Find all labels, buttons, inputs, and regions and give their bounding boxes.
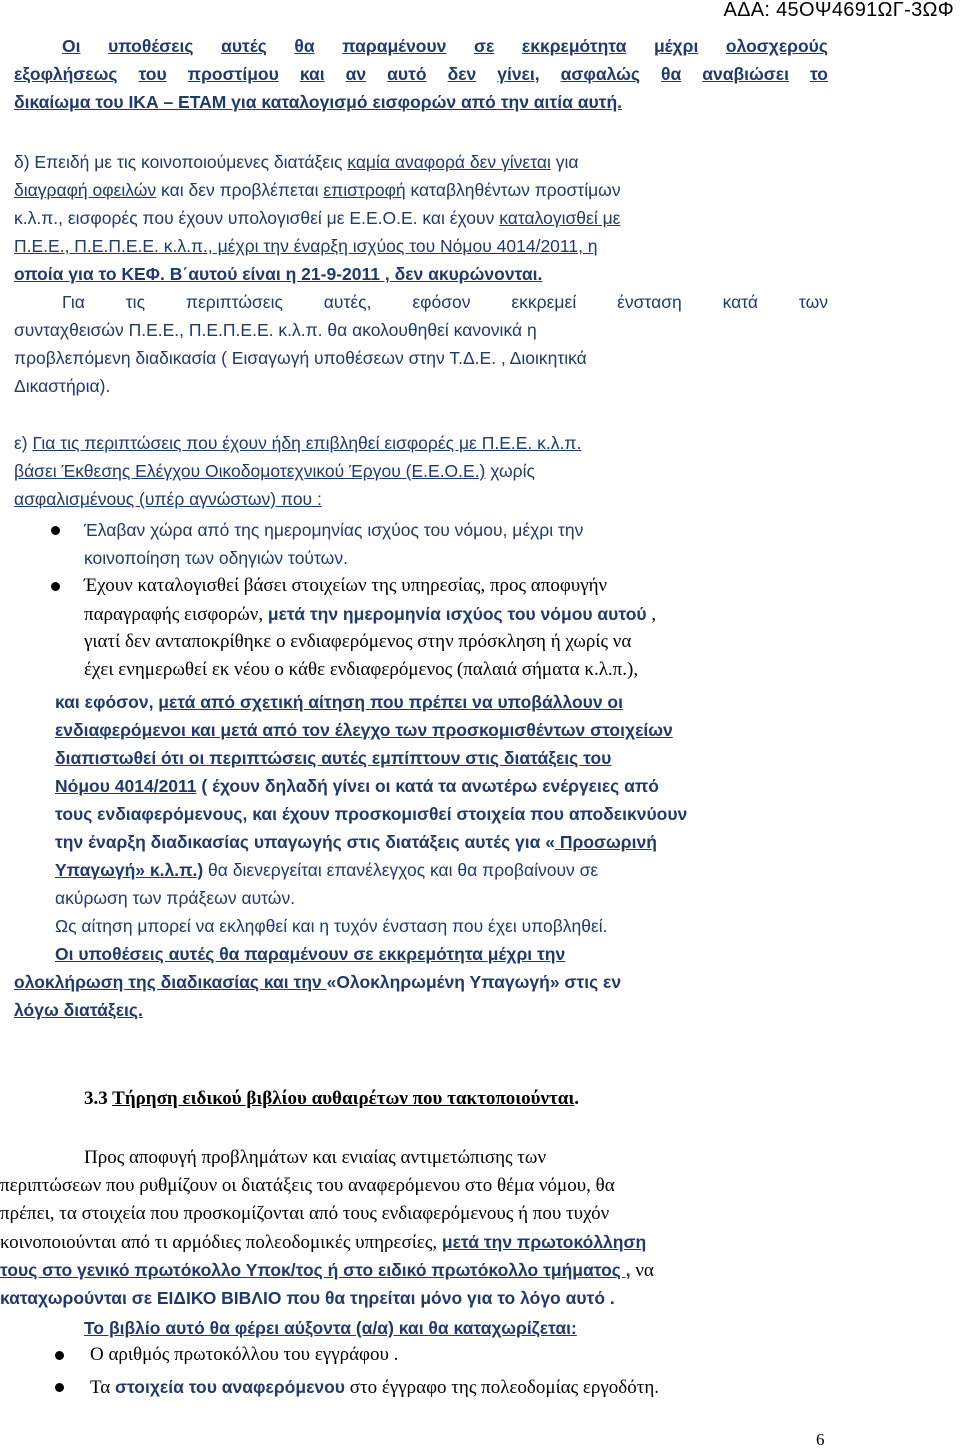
e-cond-line-12: λόγω διατάξεις. — [14, 1000, 143, 1020]
top-line-3: δικαίωμα του ΙΚΑ – ΕΤΑΜ για καταλογισμό εισφορών από την αιτία αυτή. — [14, 92, 623, 112]
d-line-1: δ) Επειδή με τις κοινοποιούμενες διατάξεις καμία αναφορά δεν γίνεται για — [14, 152, 579, 172]
e-bullet-1-line-1: Έλαβαν χώρα από της ημερομηνίας ισχύος του νόμου, μέχρι την — [84, 520, 584, 540]
s33-line-6: καταχωρούνται σε ΕΙΔΙΚΟ ΒΙΒΛΙΟ που θα τηρείται μόνο για το λόγο αυτό . — [0, 1288, 615, 1308]
e-cond-line-2: ενδιαφερόμενοι και μετά από τον έλεγχο των προσκομισθέντων στοιχείων — [55, 720, 673, 740]
section-3-3-title: 3.3 Τήρηση ειδικού βιβλίου αυθαιρέτων που τακτοποιούνται. — [84, 1088, 579, 1109]
s33-line-7: Το βιβλίο αυτό θα φέρει αύξοντα (α/α) και θα καταχωρίζεται: — [84, 1318, 577, 1338]
s33-line-4: κοινοποιούνται από τι αρμόδιες πολεοδομικές υπηρεσίες, μετά την πρωτοκόλληση — [0, 1232, 647, 1253]
bullet-icon — [51, 582, 60, 591]
e-cond-line-5: τους ενδιαφερόμενους, και έχουν προσκομισθεί στοιχεία που αποδεικνύουν — [55, 804, 688, 824]
d-line-5: οποία για το ΚΕΦ. Β΄αυτού είναι η 21-9-2011 , δεν ακυρώνονται. — [14, 264, 543, 284]
e-cond-line-1: και εφόσον, μετά από σχετική αίτηση που πρέπει να υποβάλλουν οι — [55, 692, 623, 712]
s33-line-3: πρέπει, τα στοιχεία που προσκομίζονται από τους ενδιαφερόμενους ή που τυχόν — [0, 1203, 610, 1224]
d-line-9: Δικαστήρια). — [14, 376, 111, 396]
top-line-2: εξοφλήσεως του προστίμου και αν αυτό δεν γίνει, ασφαλώς θα αναβιώσει το — [14, 64, 828, 84]
e-bullet-2-line-3: γιατί δεν ανταποκρίθηκε ο ενδιαφερόμενος στην πρόσκληση ή χωρίς να — [84, 631, 632, 652]
s33-bullet-2: Τα στοιχεία του αναφερόμενου στο έγγραφο της πολεοδομίας εργοδότη. — [90, 1377, 660, 1398]
e-cond-line-3: διαπιστωθεί ότι οι περιπτώσεις αυτές εμπίπτουν στις διατάξεις του — [55, 748, 612, 768]
e-cond-line-7: Υπαγωγή» κ.λ.π.) θα διενεργείται επανέλεγχος και θα προβαίνουν σε — [55, 860, 599, 880]
page-number: 6 — [816, 1430, 825, 1449]
d-line-6: Για τις περιπτώσεις αυτές, εφόσον εκκρεμεί ένσταση κατά των — [62, 292, 828, 312]
e-bullet-2-line-1: Έχουν καταλογισθεί βάσει στοιχείων της υπηρεσίας, προς αποφυγήν — [84, 575, 608, 596]
d-line-3: κ.λ.π., εισφορές που έχουν υπολογισθεί με Ε.Ε.Ο.Ε. και έχουν καταλογισθεί με — [14, 208, 621, 228]
e-line-3: ασφαλισμένους (υπέρ αγνώστων) που : — [14, 489, 322, 509]
e-cond-line-10: Οι υποθέσεις αυτές θα παραμένουν σε εκκρεμότητα μέχρι την — [55, 944, 566, 964]
e-cond-line-9: Ως αίτηση μπορεί να εκληφθεί και η τυχόν ένσταση που έχει υποβληθεί. — [55, 916, 608, 936]
ada-code: ΑΔΑ: 45ΟΨ4691ΩΓ-3ΩΦ — [723, 0, 954, 21]
s33-bullet-1: Ο αριθμός πρωτοκόλλου του εγγράφου . — [90, 1344, 399, 1365]
s33-line-1: Προς αποφυγή προβλημάτων και ενιαίας αντιμετώπισης των — [84, 1147, 547, 1168]
e-cond-line-6: την έναρξη διαδικασίας υπαγωγής στις διατάξεις αυτές για « Προσωρινή — [55, 832, 657, 852]
top-line-1: Οι υποθέσεις αυτές θα παραμένουν σε εκκρεμότητα μέχρι ολοσχερούς — [62, 36, 828, 56]
bullet-icon — [55, 1383, 64, 1392]
d-line-7: συνταχθεισών Π.Ε.Ε., Π.Ε.Π.Ε.Ε. κ.λ.π. θα ακολουθηθεί κανονικά η — [14, 320, 537, 340]
d-line-2: διαγραφή οφειλών και δεν προβλέπεται επιστροφή καταβληθέντων προστίμων — [14, 180, 621, 200]
d-line-8: προβλεπόμενη διαδικασία ( Εισαγωγή υποθέσεων στην Τ.Δ.Ε. , Διοικητικά — [14, 348, 587, 368]
s33-line-5: τους στο γενικό πρωτόκολλο Υποκ/τος ή στο ειδικό πρωτόκολλο τμήματος , να — [0, 1260, 654, 1281]
e-cond-line-8: ακύρωση των πράξεων αυτών. — [55, 888, 296, 908]
e-bullet-2-line-4: έχει ενημερωθεί εκ νέου ο κάθε ενδιαφερόμενος (παλαιά σήματα κ.λ.π.), — [84, 659, 639, 680]
bullet-icon — [55, 1351, 64, 1360]
e-cond-line-4: Νόμου 4014/2011 ( έχουν δηλαδή γίνει οι κατά τα ανωτέρω ενέργειες από — [55, 776, 659, 796]
e-line-1: ε) Για τις περιπτώσεις που έχουν ήδη επιβληθεί εισφορές με Π.Ε.Ε. κ.λ.π. — [14, 433, 582, 453]
e-bullet-1-line-2: κοινοποίηση των οδηγιών τούτων. — [84, 548, 348, 568]
bullet-icon — [51, 526, 60, 535]
e-bullet-2-line-2: παραγραφής εισφορών, μετά την ημερομηνία ισχύος του νόμου αυτού , — [84, 604, 657, 625]
s33-line-2: περιπτώσεων που ρυθμίζουν οι διατάξεις του αναφερόμενου στο θέμα νόμου, θα — [0, 1175, 615, 1196]
e-cond-line-11: ολοκλήρωση της διαδικασίας και την «Ολοκληρωμένη Υπαγωγή» στις εν — [14, 972, 622, 992]
e-line-2: βάσει Έκθεσης Ελέγχου Οικοδομοτεχνικού Έργου (Ε.Ε.Ο.Ε.) χωρίς — [14, 461, 535, 481]
d-line-4: Π.Ε.Ε., Π.Ε.Π.Ε.Ε. κ.λ.π., μέχρι την έναρξη ισχύος του Νόμου 4014/2011, η — [14, 236, 598, 256]
